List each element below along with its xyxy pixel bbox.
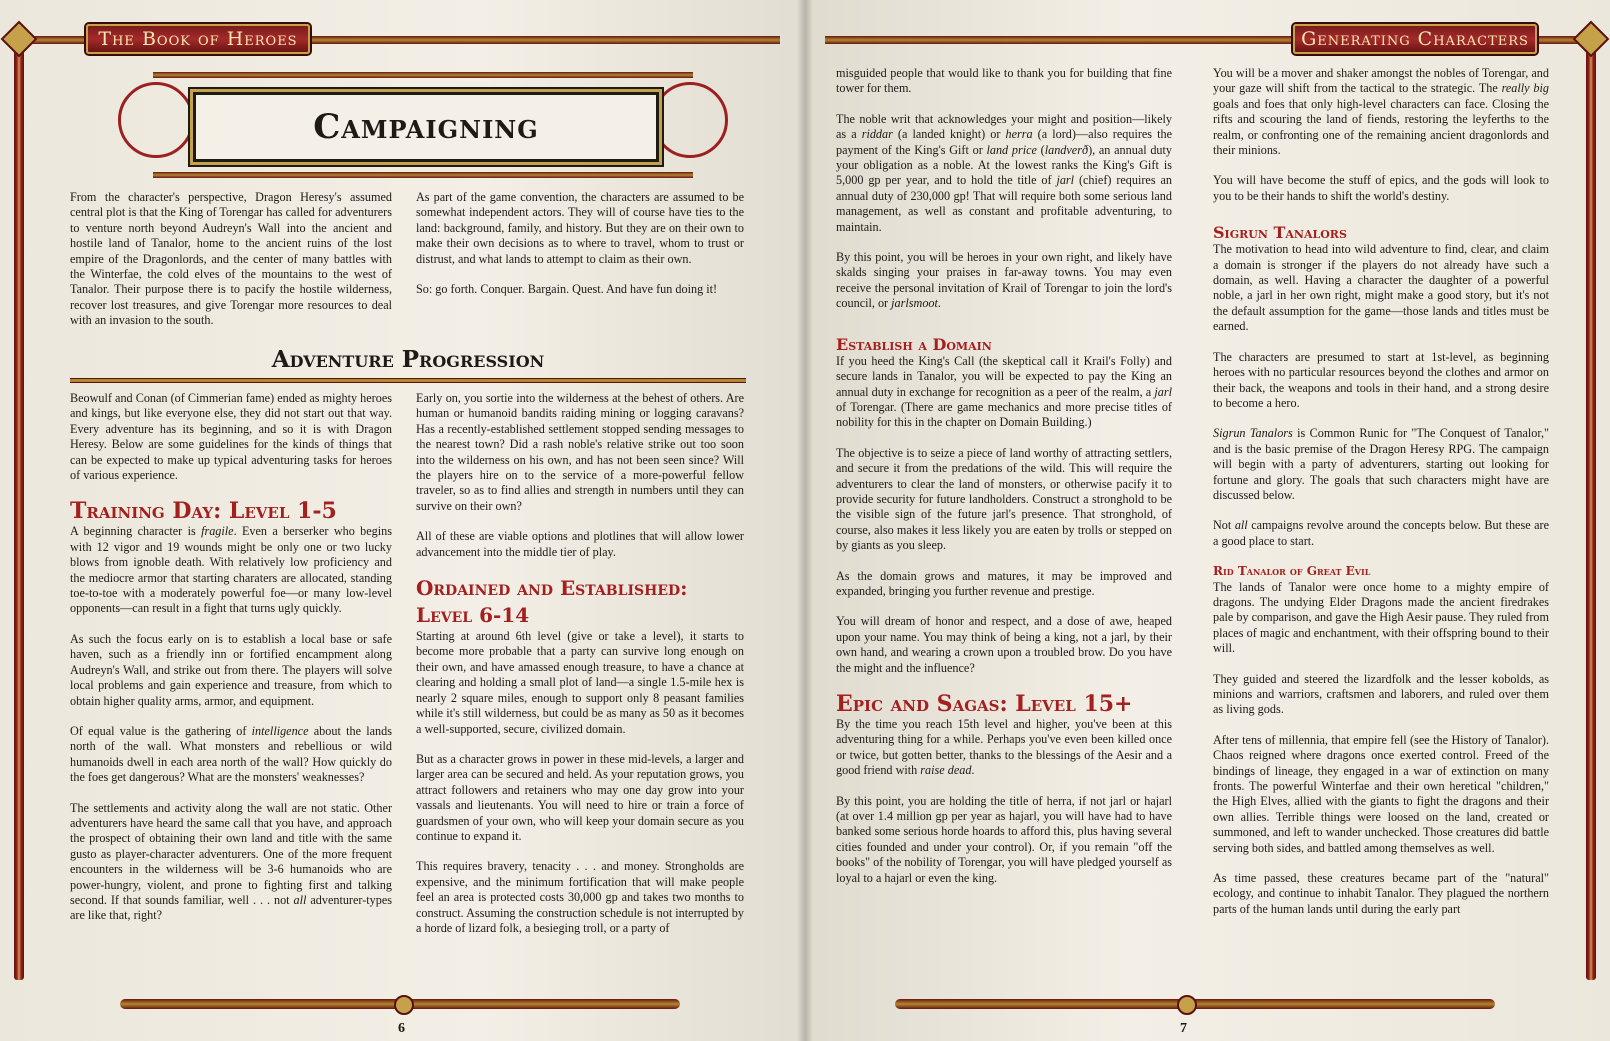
title-frame <box>118 72 728 184</box>
paragraph: But as a character grows in power in these mid-levels, a larger and larger area can be secured and held. As your reputation grows, you attract followers and retainers who may one day grow into your vassals and lieutenants. You will need to hire or train a force of guardsmen of your own, who will keep your domain secure as you continue to expand it. <box>416 751 744 843</box>
subheading-epic-sagas: Epic and Sagas: Level 15+ <box>836 691 1133 717</box>
subheading-sigrun-tanalors: Sigrun Tanalors <box>1213 223 1347 243</box>
paragraph: A beginning character is fragile. Even a berserker who begins with 12 vigor and 19 wounds might be only one or two lucky blows from ignoble death. With relatively low proficiency and the mediocre armor that starting charaters are allocated, standing toe-to-toe with a moderately powerful foe—or many low-level opponents—can result in a fight that turns ugly quickly. <box>70 524 392 616</box>
intro-column-2 <box>416 190 744 312</box>
body-column-2 <box>416 391 744 951</box>
paragraph: The noble writ that acknowledges your might and position—likely as a riddar (a landed knight) or herra (a lord)—also requires the payment of the King's Gift or land price (landverð), an annual duty your obligation as a noble. At the lowest ranks the King's Gift is 5,000 gp per year, and to hold the title of jarl (chief) requires an annual duty of 230,000 gp! That will require both some serious land management, as well as constant and profitable adventuring, to maintain. <box>836 111 1173 234</box>
page-number: 7 <box>1180 1021 1187 1036</box>
intro-paragraph: As part of the game convention, the characters are assumed to be somewhat independent actors. They will of course have ties to the land: background, family, and history. But they are on their own to make their own decisions as to where to travel, whom to trust or distrust, and what lands to attempt to claim as their own. <box>416 190 744 266</box>
paragraph: All of these are viable options and plotlines that will allow lower advancement into the middle tier of play. <box>416 529 744 559</box>
running-header: Generating Characters <box>1293 24 1537 54</box>
footer-medallion <box>1177 995 1197 1015</box>
paragraph: They guided and steered the lizardfolk and the lesser kobolds, as minions and warriors, craftsmen and laborers, and ruled over them as living gods. <box>1213 671 1549 717</box>
paragraph: Sigrun Tanalors is Common Runic for "The Conquest of Tanalor," and is the basic premise of the Dragon Heresy RPG. The campaign will begin with a party of adventurers, starting out looking for fortune and glory. The goals that such characters might have are discussed below. <box>1213 426 1549 502</box>
scroll-ornament-left <box>118 82 194 158</box>
paragraph: This requires bravery, tenacity . . . and money. Strongholds are expensive, and the minimum fortification that will make people feel an area is protected costs 30,000 gp and takes two months to construct. Assuming the construction schedule is not interrupted by a horde of lizard folk, a besieging troll, or a party of <box>416 859 744 935</box>
title-box <box>193 92 659 162</box>
paragraph: The lands of Tanalor were once home to a mighty empire of dragons. The undying Elder Dragons made the ancient firedrakes pale by comparison, and gave the High Aesir pause. They ruled from places of magic and enchantment, with their offspring bound to their will. <box>1213 579 1549 656</box>
intro-column-1 <box>70 190 392 344</box>
corner-ornament <box>1573 21 1610 58</box>
paragraph: Early on, you sortie into the wilderness at the behest of others. Are human or humanoid bandits raiding mining or logging caravans? Has a recently-established settlement stopped sending messages to the nearest town? Did a rash noble's relative strike out too soon into the wilderness on his own, and has not been seen since? Will the players hire on to the service of a more-powerful fellow traveler, so as to find allies and strength in numbers until they can survive on their own? <box>416 391 744 513</box>
section-rule <box>70 378 746 383</box>
subheading-establish-domain: Establish a Domain <box>836 334 992 354</box>
right-column-2 <box>1213 66 1549 932</box>
paragraph: The characters are presumed to start at 1st-level, as beginning heroes with no particular resources beyond the clothes and armor on their back, the weapons and tools in their hand, and a strong desire to become a hero. <box>1213 349 1549 410</box>
right-page <box>805 0 1610 1041</box>
left-border-ornament <box>14 50 24 980</box>
footer-medallion <box>394 995 414 1015</box>
corner-ornament <box>1 21 38 58</box>
paragraph: Starting at around 6th level (give or take a level), it starts to become more probable that a party can survive long enough on their own, and have amassed enough treasure, to have a chance at clearing and holding a small plot of land—a single 1.5-mile hex is nearly 2 square miles, enough to support only 8 peasant families while it's still wilderness, but could be as many as 50 as it becomes a well-supported, secure, civilized domain. <box>416 629 744 736</box>
intro-paragraph: So: go forth. Conquer. Bargain. Quest. And have fun doing it! <box>416 282 718 297</box>
paragraph: You will dream of honor and respect, and a dose of awe, heaped upon your name. You may think of being a king, not a jarl, by their own hand, and wearing a crown upon a troubled brow. Do you have the might and the influence? <box>836 614 1172 675</box>
paragraph: By this point, you will be heroes in your own right, and likely have skalds singing your praises in far-away towns. You may even receive the personal invitation of Krail of Torengar to join the lord's council, or jarlsmoot. <box>836 250 1172 311</box>
paragraph: If you heed the King's Call (the skeptical call it Krail's Folly) and secure lands in Tanalor, you will be expected to pay the King an annual duty in exchange for recognition as a peer of the realm, a jarl of Torengar. (There are game mechanics and more precise titles of nobility for this in the chapter on Domain Building.) <box>836 353 1172 430</box>
subheading-rid-tanalor: Rid Tanalor of Great Evil <box>1213 564 1371 579</box>
body-column-1 <box>70 391 392 939</box>
section-heading: Adventure Progression <box>271 346 545 373</box>
paragraph: The motivation to head into wild adventure to find, clear, and claim a domain is stronger if the players do not already have such a domain, as well. Having a character the daughter of a powerful noble, a jarl in her own right, might make a good story, but it's not the default assumption for the game—those lands and titles must be earned. <box>1213 242 1549 334</box>
paragraph: As time passed, these creatures became part of the "natural" ecology, and continue to inhabit Tanalor. They plagued the northern parts of the human lands until during the early part <box>1213 871 1549 916</box>
intro-paragraph: From the character's perspective, Dragon Heresy's assumed central plot is that the King of Torengar has called for adventurers to venture north beyond Audreyn's Wall into the ancient and hostile land of Tanalor, home to the ancient ruins of the lost empire of the Dragonlords, and the center of many battles with the Winterfae, the cold elves of the mountains to the west of Tanalor. Their purpose there is to pacify the hostile wilderness, recover lost treasures, and give Torengar more resources to deal with an invasion to the south. <box>70 190 392 328</box>
paragraph: After tens of millennia, that empire fell (see the History of Tanalor). Chaos reigned where dragons once exerted control. Freed of the bindings of lineage, they engaged in a war of extinction on many fronts. The powerful Winterfae and their own heretical "children," the High Elves, allied with the giants to fight the dragons and their own allies. Terrible things were loosed on the land, created or summoned, and left to wander unchecked. Those creatures did battle serving both sides, and battled among themselves as well. <box>1213 732 1549 855</box>
paragraph: The objective is to seize a piece of land worthy of attracting settlers, and secure it from the predations of the wild. This will require the adventurers to clear the land of monsters, or otherwise pacify it to provide security for future landholders. Construct a stronghold to be the visible sign of the future jarl's presence. That stronghold, of course, also makes it less likely you are eaten by trolls or stepped on by giants as you sleep. <box>836 445 1172 553</box>
page-number: 6 <box>398 1021 405 1036</box>
paragraph: You will be a mover and shaker amongst the nobles of Torengar, and your gaze will shift from the tactical to the strategic. The really big goals and foes that only high-level characters can face. Closing the rifts and scouring the land of fiends, restoring the leyferths to the realm, or confronting one of the remaining ancient dragonlords and their minions. <box>1213 66 1549 158</box>
paragraph: By the time you reach 15th level and higher, you've been at this adventuring thing for a while. Perhaps you've even been killed once or twice, but gotten better, thanks to the blessings of the Aesir and a good friend with raise dead. <box>836 717 1172 778</box>
book-gutter <box>797 0 813 1041</box>
running-header: The Book of Heroes <box>86 24 310 54</box>
right-column-1 <box>836 66 1172 901</box>
paragraph: The settlements and activity along the wall are not static. Other adventurers have heard the same call that you have, and approach the prospect of obtaining their own land and title with the same gusto as player-character adventurers. One of the more frequent encounters in the wilderness will be 3-6 humanoids who are power-hungry, violent, and prone to fighting first and talking second. If that sounds familiar, well . . . not all adventurer-types are like that, right? <box>70 800 392 923</box>
scroll-ornament-right <box>652 82 728 158</box>
paragraph: Not all campaigns revolve around the concepts below. But these are a good place to start. <box>1213 518 1549 548</box>
subheading-ordained: Ordained and Established: Level 6-14 <box>416 576 688 628</box>
paragraph: As such the focus early on is to establish a local base or safe haven, such as a friendly inn or fortified encampment along Audreyn's Wall, and strike out from there. The players will solve local problems and gain experience and treasure, from which to obtain higher quality arms, armor, and equipment. <box>70 631 392 708</box>
paragraph: You will have become the stuff of epics, and the gods will look to you to be their hands to shift the world's destiny. <box>1213 173 1549 203</box>
subheading-training-day: Training Day: Level 1-5 <box>70 498 337 525</box>
paragraph: misguided people that would like to thank you for building that fine tower for them. <box>836 66 1172 96</box>
title-top-ornament <box>153 72 693 78</box>
paragraph: Beowulf and Conan (of Cimmerian fame) ended as mighty heroes and kings, but like everyone else, they did not start out that way. Every adventure has its beginning, and so it is with Dragon Heresy. Below are some guidelines for the kinds of things that can be expected to make up typical adventuring tasks for heroes of various experience. <box>70 391 392 483</box>
right-border-ornament <box>1586 50 1596 980</box>
paragraph: By this point, you are holding the title of herra, if not jarl or hajarl (at over 1.4 million gp per year as hajarl, you will have had to have banked some serious horde hoards to afford this, plus having several cities founded and under your control). Or, if you remain "off the books" of the nobility of Torengar, you will have pledged yourself as loyal to a hajarl or even the king. <box>836 793 1172 885</box>
paragraph: Of equal value is the gathering of intelligence about the lands north of the wall. What monsters and rebellious or wild humanoids dwell in each area north of the wall? How quickly do the foes get dangerous? What are the monsters' weaknesses? <box>70 723 392 785</box>
page-title: Campaigning <box>313 107 539 147</box>
title-bottom-ornament <box>153 172 693 178</box>
paragraph: As the domain grows and matures, it may be improved and expanded, bringing you further revenue and prestige. <box>836 568 1172 598</box>
